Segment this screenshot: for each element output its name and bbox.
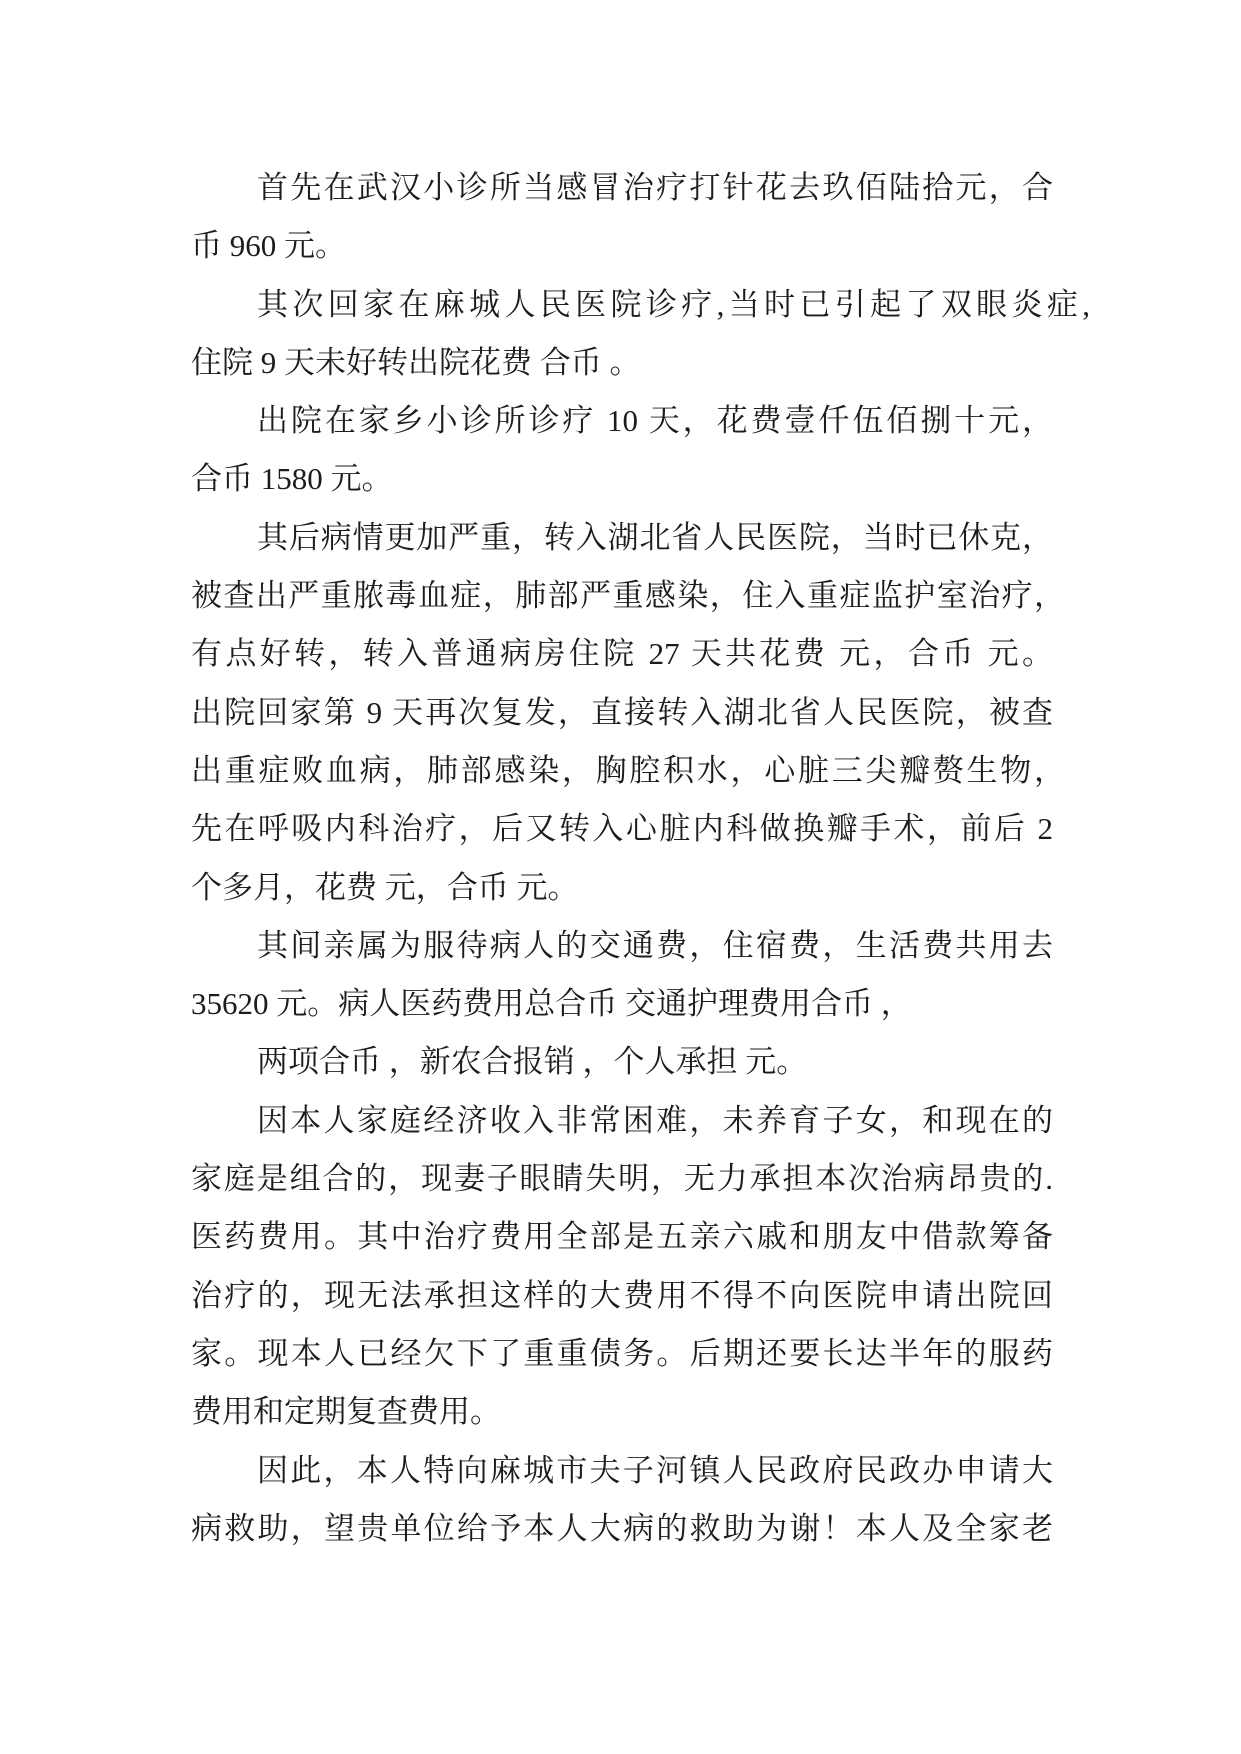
paragraph bbox=[191, 159, 1053, 276]
document-body bbox=[191, 159, 1090, 1558]
text-line: 其后病情更加严重，转入湖北省人民医院，当时已休克， bbox=[257, 519, 1053, 555]
paragraph bbox=[191, 917, 1053, 1034]
text-line: 医药费用。其中治疗费用全部是五亲六戚和朋友中借款筹备 bbox=[191, 1219, 1053, 1255]
text-line: 先在呼吸内科治疗，后又转入心脏内科做换瓣手术，前后 2 bbox=[191, 811, 1053, 847]
text-line: 个多月，花费 元，合币 元。 bbox=[191, 869, 579, 905]
paragraph bbox=[191, 1033, 1053, 1091]
text-line: 出院在家乡小诊所诊疗 10 天，花费壹仟伍佰捌十元， bbox=[257, 403, 1053, 439]
text-line: 首先在武汉小诊所当感冒治疗打针花去玖佰陆拾元，合 bbox=[257, 170, 1053, 205]
paragraph bbox=[191, 392, 1053, 509]
text-line: 因本人家庭经济收入非常困难，未养育子女，和现在的 bbox=[257, 1102, 1053, 1138]
text-line: 病救助，望贵单位给予本人大病的救助为谢！本人及全家老 bbox=[191, 1510, 1053, 1546]
paragraph bbox=[191, 1442, 1053, 1559]
text-line: 费用和定期复查费用。 bbox=[191, 1394, 501, 1430]
text-line: 出院回家第 9 天再次复发，直接转入湖北省人民医院，被查 bbox=[191, 694, 1053, 730]
text-line: 家。现本人已经欠下了重重债务。后期还要长达半年的服药 bbox=[191, 1335, 1053, 1371]
paragraph bbox=[191, 509, 1065, 917]
text-line: 治疗的，现无法承担这样的大费用不得不向医院申请出院回 bbox=[191, 1277, 1053, 1313]
text-line: 其次回家在麻城人民医院诊疗,当时已引起了双眼炎症, bbox=[257, 286, 1090, 322]
text-line: 因此，本人特向麻城市夫子河镇人民政府民政办申请大 bbox=[257, 1452, 1053, 1488]
text-line: 其间亲属为服待病人的交通费，住宿费，生活费共用去 bbox=[257, 927, 1053, 963]
paragraph bbox=[191, 1092, 1053, 1442]
text-line: 两项合币 ，新农合报销 ，个人承担 元。 bbox=[257, 1044, 808, 1080]
text-line: 家庭是组合的，现妻子眼睛失明，无力承担本次治病昂贵的. bbox=[191, 1161, 1053, 1197]
text-line: 35620 元。病人医药费用总合币 交通护理费用合币 ， bbox=[191, 986, 912, 1022]
text-line: 合币 1580 元。 bbox=[191, 461, 393, 497]
text-line: 住院 9 天未好转出院花费 合币 。 bbox=[191, 344, 641, 380]
text-line: 币 960 元。 bbox=[191, 228, 346, 264]
paragraph bbox=[191, 276, 1090, 393]
text-line: 被查出严重脓毒血症，肺部严重感染，住入重症监护室治疗， bbox=[191, 578, 1065, 614]
text-line: 有点好转，转入普通病房住院 27 天共花费 元，合币 元。 bbox=[191, 636, 1053, 672]
text-line: 出重症败血病，肺部感染，胸腔积水，心脏三尖瓣赘生物， bbox=[191, 752, 1065, 788]
